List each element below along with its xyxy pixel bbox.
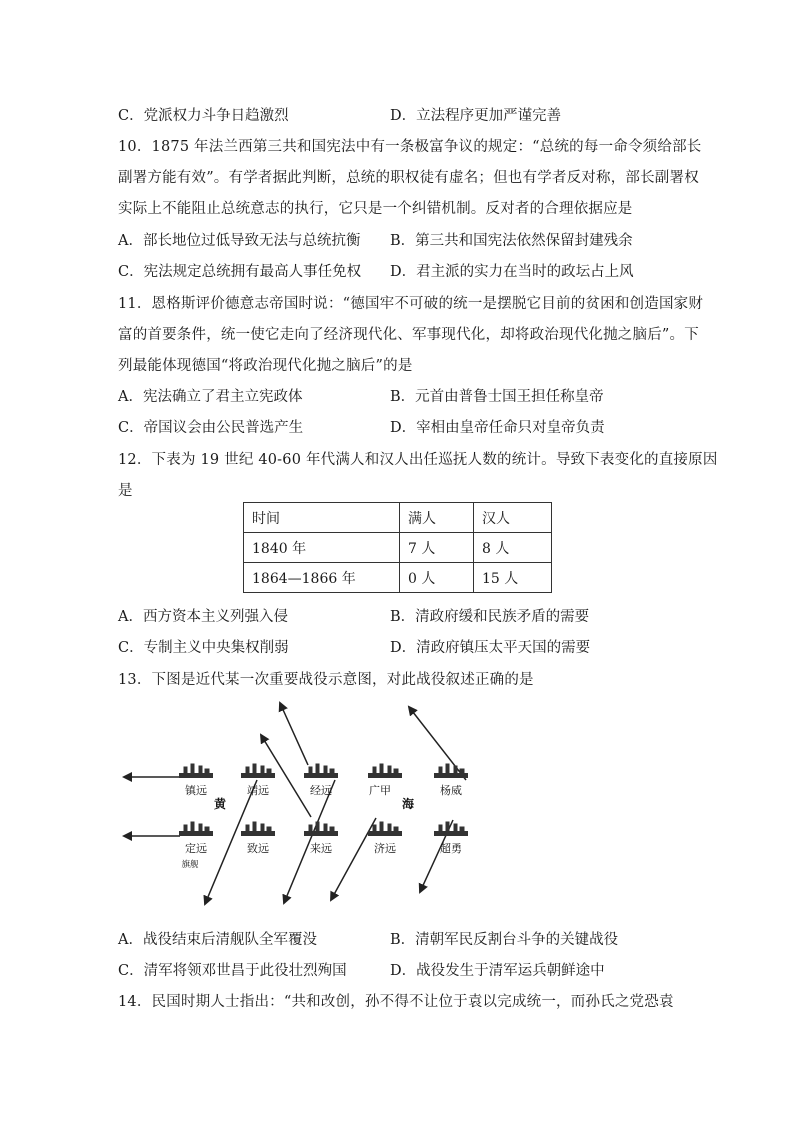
table-header-cell: 汉人 xyxy=(474,503,552,533)
q11-stem-line-3: 列最能体现德国“将政治现代化抛之脑后”的是 xyxy=(118,358,413,374)
table-row xyxy=(244,533,552,563)
q11-option-c: C．帝国议会由公民普选产生 xyxy=(118,420,304,436)
q10-stem-line-2: 副署方能有效”。有学者据此判断，总统的职权徒有虚名；但也有学者反对称，部长副署权 xyxy=(118,170,699,186)
q12-option-a: A．西方资本主义列强入侵 xyxy=(118,609,288,625)
arrow-jingyuan2-north xyxy=(280,703,308,765)
q11-stem-line-1: 11．恩格斯评价德意志帝国时说：“德国牢不可破的统一是摆脱它目前的贫困和创造国家财 xyxy=(118,296,704,312)
ship-icon xyxy=(241,764,275,778)
q12-stem-line-2: 是 xyxy=(118,483,133,499)
q13-option-a: A．战役结束后清舰队全军覆没 xyxy=(118,932,317,948)
table-cell: 1864—1866 年 xyxy=(244,563,400,593)
q13-option-d: D．战役发生于清军运兵朝鲜途中 xyxy=(390,963,605,979)
ship-label: 定远 xyxy=(185,842,207,855)
q9-option-c: C．党派权力斗争日趋激烈 xyxy=(118,108,289,124)
ship-label: 杨威 xyxy=(440,784,462,797)
q10-option-a: A．部长地位过低导致无法与总统抗衡 xyxy=(118,233,361,249)
q10-option-c: C．宪法规定总统拥有最高人事任免权 xyxy=(118,264,362,280)
table-header-cell: 时间 xyxy=(244,503,400,533)
arrow-jiyuan-southwest xyxy=(331,818,376,900)
sea-label-char: 海 xyxy=(401,797,415,811)
ship-icon xyxy=(241,822,275,836)
ship-icon xyxy=(368,764,402,778)
q9-option-d: D．立法程序更加严谨完善 xyxy=(390,108,562,124)
q12-option-b: B．清政府缓和民族矛盾的需要 xyxy=(390,609,590,625)
q11-stem-line-2: 富的首要条件，统一使它走向了经济现代化、军事现代化，却将政治现代化抛之脑后”。下 xyxy=(118,327,699,343)
q13-stem: 13．下图是近代某一次重要战役示意图，对此战役叙述正确的是 xyxy=(118,672,534,688)
table-cell: 8 人 xyxy=(474,533,552,563)
table-cell: 1840 年 xyxy=(244,533,400,563)
table-cell: 0 人 xyxy=(400,563,474,593)
table-cell: 15 人 xyxy=(474,563,552,593)
q11-option-d: D．宰相由皇帝任命只对皇帝负责 xyxy=(390,420,605,436)
ship-label: 靖远 xyxy=(247,784,269,797)
ship-icon xyxy=(179,822,213,836)
q11-option-b: B．元首由普鲁士国王担任称皇帝 xyxy=(390,389,604,405)
q13-option-b: B．清朝军民反割台斗争的关键战役 xyxy=(390,932,619,948)
sea-label-char: 黄 xyxy=(213,797,227,811)
q14-stem: 14．民国时期人士指出：“共和改创，孙不得不让位于袁以完成统一，而孙氏之党恐袁 xyxy=(118,994,674,1010)
q12-statistics-table xyxy=(243,502,552,593)
q13-option-c: C．清军将领邓世昌于此役壮烈殉国 xyxy=(118,963,347,979)
q10-stem-line-1: 10．1875 年法兰西第三共和国宪法中有一条极富争议的规定：“总统的每一命令须给部长 xyxy=(118,139,702,155)
ship-label: 超勇 xyxy=(440,842,462,855)
ship-label: 济远 xyxy=(374,842,396,855)
ship-icon xyxy=(179,764,213,778)
table-header-row xyxy=(244,503,552,533)
q11-option-a: A．宪法确立了君主立宪政体 xyxy=(118,389,303,405)
flagship-note: 旗舰 xyxy=(181,860,199,870)
ship-label: 来远 xyxy=(310,842,332,855)
q12-option-d: D．清政府镇压太平天国的需要 xyxy=(390,640,591,656)
ship-label: 镇远 xyxy=(185,784,207,797)
q10-option-d: D．君主派的实力在当时的政坛占上风 xyxy=(390,264,634,280)
q12-stem-line-1: 12．下表为 19 世纪 40-60 年代满人和汉人出任巡抚人数的统计。导致下表变化的直接原因 xyxy=(118,452,718,468)
q10-stem-line-3: 实际上不能阻止总统意志的执行，它只是一个纠错机制。反对者的合理依据应是 xyxy=(118,201,633,217)
q10-option-b: B．第三共和国宪法依然保留封建残余 xyxy=(390,233,633,249)
battle-diagram xyxy=(118,700,488,915)
table-header-cell: 满人 xyxy=(400,503,474,533)
ship-icon xyxy=(304,764,338,778)
ship-label: 经远 xyxy=(310,784,332,797)
ship-icon xyxy=(434,764,468,778)
ship-icon xyxy=(304,822,338,836)
ship-label: 致远 xyxy=(247,842,269,855)
table-cell: 7 人 xyxy=(400,533,474,563)
q12-option-c: C．专制主义中央集权削弱 xyxy=(118,640,289,656)
ship-label: 广甲 xyxy=(369,784,391,797)
table-row xyxy=(244,563,552,593)
